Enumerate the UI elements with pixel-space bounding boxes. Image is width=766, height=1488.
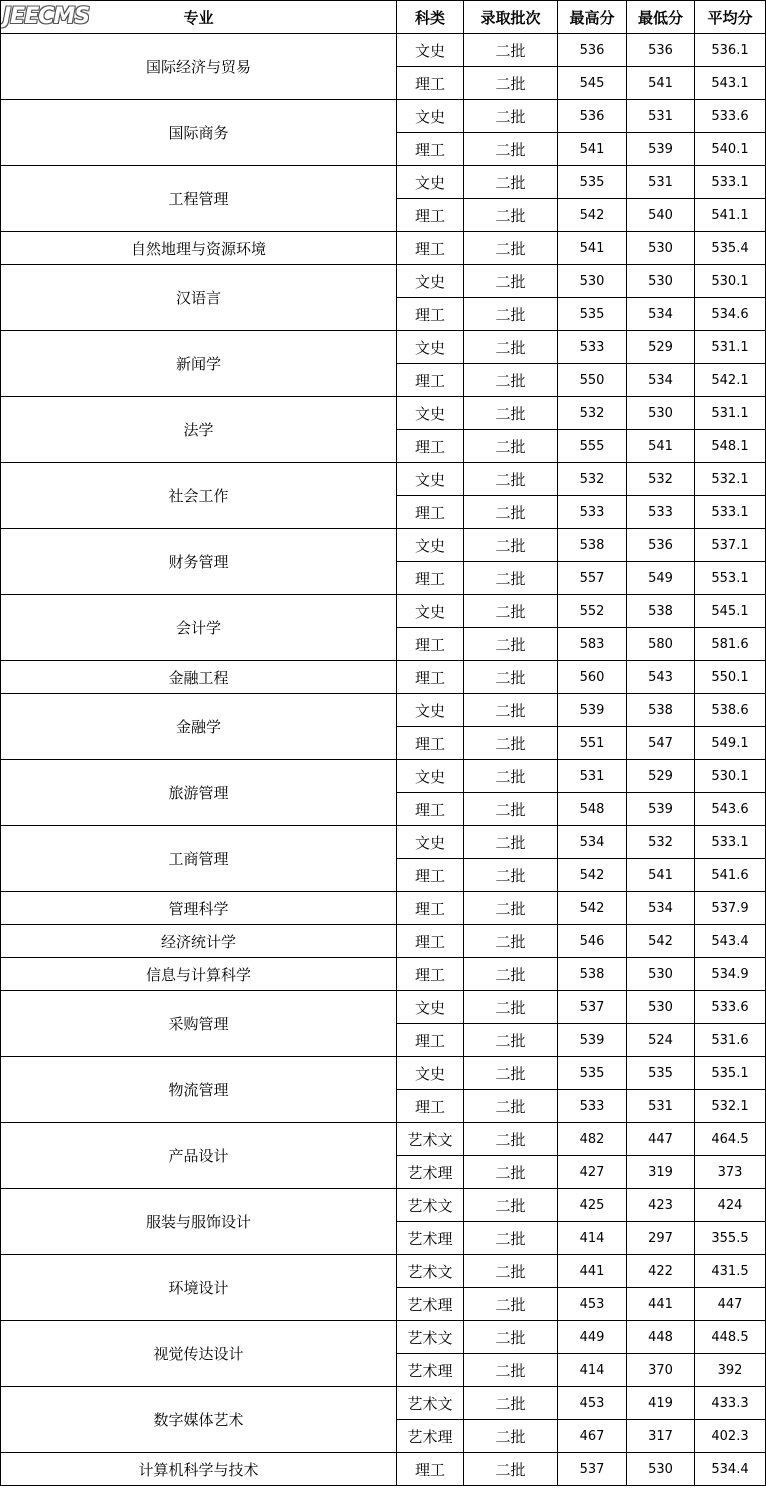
category-cell: 文史	[397, 694, 464, 727]
avg-score-cell: 392	[695, 1354, 766, 1387]
avg-score-cell: 355.5	[695, 1222, 766, 1255]
batch-cell: 二批	[464, 1255, 558, 1288]
min-score-cell: 530	[627, 397, 695, 430]
category-cell: 艺术文	[397, 1255, 464, 1288]
category-cell: 理工	[397, 199, 464, 232]
major-cell: 服装与服饰设计	[1, 1189, 397, 1255]
max-score-cell: 535	[558, 298, 627, 331]
max-score-cell: 536	[558, 100, 627, 133]
batch-cell: 二批	[464, 133, 558, 166]
batch-cell: 二批	[464, 727, 558, 760]
min-score-cell: 532	[627, 463, 695, 496]
batch-cell: 二批	[464, 892, 558, 925]
max-score-cell: 453	[558, 1288, 627, 1321]
batch-cell: 二批	[464, 661, 558, 694]
batch-cell: 二批	[464, 199, 558, 232]
category-cell: 艺术理	[397, 1420, 464, 1453]
avg-score-cell: 545.1	[695, 595, 766, 628]
min-score-cell: 319	[627, 1156, 695, 1189]
category-cell: 理工	[397, 925, 464, 958]
major-cell: 计算机科学与技术	[1, 1453, 397, 1486]
avg-score-cell: 373	[695, 1156, 766, 1189]
avg-score-cell: 541.1	[695, 199, 766, 232]
batch-cell: 二批	[464, 760, 558, 793]
batch-cell: 二批	[464, 1453, 558, 1486]
category-cell: 理工	[397, 1090, 464, 1123]
max-score-cell: 541	[558, 133, 627, 166]
min-score-cell: 524	[627, 1024, 695, 1057]
avg-score-cell: 542.1	[695, 364, 766, 397]
max-score-cell: 414	[558, 1222, 627, 1255]
table-row	[1, 166, 766, 199]
category-cell: 理工	[397, 133, 464, 166]
avg-score-cell: 431.5	[695, 1255, 766, 1288]
max-score-cell: 583	[558, 628, 627, 661]
avg-score-cell: 424	[695, 1189, 766, 1222]
table-row	[1, 892, 766, 925]
avg-score-cell: 433.3	[695, 1387, 766, 1420]
category-cell: 文史	[397, 826, 464, 859]
avg-score-cell: 537.9	[695, 892, 766, 925]
major-cell: 社会工作	[1, 463, 397, 529]
batch-cell: 二批	[464, 595, 558, 628]
avg-score-cell: 537.1	[695, 529, 766, 562]
min-score-cell: 447	[627, 1123, 695, 1156]
max-score-cell: 414	[558, 1354, 627, 1387]
header-row	[1, 1, 766, 34]
avg-score-cell: 464.5	[695, 1123, 766, 1156]
min-score-cell: 530	[627, 232, 695, 265]
table-row	[1, 529, 766, 562]
table-body	[1, 34, 766, 1486]
major-cell: 汉语言	[1, 265, 397, 331]
category-cell: 文史	[397, 529, 464, 562]
batch-cell: 二批	[464, 67, 558, 100]
avg-score-cell: 531.1	[695, 331, 766, 364]
batch-cell: 二批	[464, 364, 558, 397]
category-cell: 文史	[397, 397, 464, 430]
batch-cell: 二批	[464, 793, 558, 826]
table-row	[1, 1189, 766, 1222]
category-cell: 文史	[397, 265, 464, 298]
table-row	[1, 760, 766, 793]
header-max: 最高分	[558, 1, 627, 34]
major-cell: 金融工程	[1, 661, 397, 694]
max-score-cell: 539	[558, 1024, 627, 1057]
avg-score-cell: 541.6	[695, 859, 766, 892]
major-cell: 数字媒体艺术	[1, 1387, 397, 1453]
table-row	[1, 661, 766, 694]
major-cell: 信息与计算科学	[1, 958, 397, 991]
avg-score-cell: 550.1	[695, 661, 766, 694]
header-major-label: 专业	[183, 8, 214, 27]
min-score-cell: 538	[627, 694, 695, 727]
min-score-cell: 539	[627, 793, 695, 826]
batch-cell: 二批	[464, 397, 558, 430]
major-cell: 金融学	[1, 694, 397, 760]
batch-cell: 二批	[464, 991, 558, 1024]
avg-score-cell: 531.1	[695, 397, 766, 430]
category-cell: 艺术文	[397, 1387, 464, 1420]
category-cell: 文史	[397, 331, 464, 364]
min-score-cell: 448	[627, 1321, 695, 1354]
max-score-cell: 536	[558, 34, 627, 67]
min-score-cell: 529	[627, 760, 695, 793]
table-row	[1, 595, 766, 628]
max-score-cell: 550	[558, 364, 627, 397]
max-score-cell: 541	[558, 232, 627, 265]
category-cell: 文史	[397, 595, 464, 628]
min-score-cell: 423	[627, 1189, 695, 1222]
avg-score-cell: 536.1	[695, 34, 766, 67]
batch-cell: 二批	[464, 265, 558, 298]
category-cell: 理工	[397, 430, 464, 463]
avg-score-cell: 535.1	[695, 1057, 766, 1090]
major-cell: 采购管理	[1, 991, 397, 1057]
avg-score-cell: 530.1	[695, 265, 766, 298]
min-score-cell: 531	[627, 1090, 695, 1123]
category-cell: 文史	[397, 991, 464, 1024]
table-row	[1, 463, 766, 496]
avg-score-cell: 533.1	[695, 496, 766, 529]
category-cell: 理工	[397, 1453, 464, 1486]
avg-score-cell: 532.1	[695, 1090, 766, 1123]
major-cell: 环境设计	[1, 1255, 397, 1321]
batch-cell: 二批	[464, 331, 558, 364]
avg-score-cell: 534.6	[695, 298, 766, 331]
min-score-cell: 541	[627, 430, 695, 463]
category-cell: 艺术理	[397, 1354, 464, 1387]
max-score-cell: 532	[558, 463, 627, 496]
table-row	[1, 331, 766, 364]
batch-cell: 二批	[464, 529, 558, 562]
min-score-cell: 542	[627, 925, 695, 958]
category-cell: 艺术理	[397, 1222, 464, 1255]
avg-score-cell: 534.9	[695, 958, 766, 991]
category-cell: 理工	[397, 1024, 464, 1057]
batch-cell: 二批	[464, 562, 558, 595]
batch-cell: 二批	[464, 1057, 558, 1090]
max-score-cell: 535	[558, 1057, 627, 1090]
batch-cell: 二批	[464, 496, 558, 529]
batch-cell: 二批	[464, 166, 558, 199]
max-score-cell: 538	[558, 529, 627, 562]
category-cell: 理工	[397, 364, 464, 397]
header-batch: 录取批次	[464, 1, 558, 34]
category-cell: 理工	[397, 67, 464, 100]
avg-score-cell: 534.4	[695, 1453, 766, 1486]
min-score-cell: 534	[627, 364, 695, 397]
major-cell: 自然地理与资源环境	[1, 232, 397, 265]
batch-cell: 二批	[464, 298, 558, 331]
major-cell: 国际经济与贸易	[1, 34, 397, 100]
table-row	[1, 694, 766, 727]
category-cell: 艺术理	[397, 1288, 464, 1321]
min-score-cell: 536	[627, 529, 695, 562]
major-cell: 法学	[1, 397, 397, 463]
batch-cell: 二批	[464, 1222, 558, 1255]
min-score-cell: 534	[627, 892, 695, 925]
batch-cell: 二批	[464, 232, 558, 265]
batch-cell: 二批	[464, 1189, 558, 1222]
max-score-cell: 441	[558, 1255, 627, 1288]
min-score-cell: 422	[627, 1255, 695, 1288]
category-cell: 文史	[397, 1057, 464, 1090]
max-score-cell: 537	[558, 1453, 627, 1486]
batch-cell: 二批	[464, 1288, 558, 1321]
max-score-cell: 482	[558, 1123, 627, 1156]
jeecms-logo: JEECMS	[3, 4, 90, 29]
max-score-cell: 535	[558, 166, 627, 199]
category-cell: 理工	[397, 958, 464, 991]
table-row	[1, 958, 766, 991]
min-score-cell: 541	[627, 859, 695, 892]
category-cell: 文史	[397, 463, 464, 496]
major-cell: 新闻学	[1, 331, 397, 397]
table-row	[1, 1057, 766, 1090]
max-score-cell: 530	[558, 265, 627, 298]
max-score-cell: 427	[558, 1156, 627, 1189]
min-score-cell: 536	[627, 34, 695, 67]
batch-cell: 二批	[464, 1090, 558, 1123]
table-row	[1, 925, 766, 958]
max-score-cell: 551	[558, 727, 627, 760]
table-row	[1, 265, 766, 298]
table-row	[1, 34, 766, 67]
category-cell: 理工	[397, 298, 464, 331]
batch-cell: 二批	[464, 694, 558, 727]
max-score-cell: 552	[558, 595, 627, 628]
batch-cell: 二批	[464, 925, 558, 958]
header-category: 科类	[397, 1, 464, 34]
batch-cell: 二批	[464, 1354, 558, 1387]
major-cell: 会计学	[1, 595, 397, 661]
batch-cell: 二批	[464, 430, 558, 463]
table-row	[1, 232, 766, 265]
max-score-cell: 533	[558, 1090, 627, 1123]
batch-cell: 二批	[464, 463, 558, 496]
avg-score-cell: 581.6	[695, 628, 766, 661]
max-score-cell: 545	[558, 67, 627, 100]
major-cell: 旅游管理	[1, 760, 397, 826]
category-cell: 理工	[397, 562, 464, 595]
category-cell: 艺术文	[397, 1321, 464, 1354]
max-score-cell: 557	[558, 562, 627, 595]
min-score-cell: 419	[627, 1387, 695, 1420]
min-score-cell: 531	[627, 166, 695, 199]
max-score-cell: 537	[558, 991, 627, 1024]
avg-score-cell: 402.3	[695, 1420, 766, 1453]
max-score-cell: 555	[558, 430, 627, 463]
min-score-cell: 530	[627, 958, 695, 991]
batch-cell: 二批	[464, 34, 558, 67]
table-row	[1, 1123, 766, 1156]
min-score-cell: 534	[627, 298, 695, 331]
major-cell: 国际商务	[1, 100, 397, 166]
min-score-cell: 543	[627, 661, 695, 694]
batch-cell: 二批	[464, 1156, 558, 1189]
category-cell: 理工	[397, 496, 464, 529]
min-score-cell: 441	[627, 1288, 695, 1321]
table-row	[1, 397, 766, 430]
category-cell: 理工	[397, 859, 464, 892]
max-score-cell: 533	[558, 496, 627, 529]
avg-score-cell: 448.5	[695, 1321, 766, 1354]
major-cell: 经济统计学	[1, 925, 397, 958]
min-score-cell: 580	[627, 628, 695, 661]
avg-score-cell: 538.6	[695, 694, 766, 727]
batch-cell: 二批	[464, 1420, 558, 1453]
table-row	[1, 100, 766, 133]
avg-score-cell: 548.1	[695, 430, 766, 463]
max-score-cell: 542	[558, 859, 627, 892]
min-score-cell: 317	[627, 1420, 695, 1453]
category-cell: 理工	[397, 727, 464, 760]
min-score-cell: 370	[627, 1354, 695, 1387]
batch-cell: 二批	[464, 1024, 558, 1057]
max-score-cell: 532	[558, 397, 627, 430]
avg-score-cell: 553.1	[695, 562, 766, 595]
category-cell: 理工	[397, 628, 464, 661]
max-score-cell: 548	[558, 793, 627, 826]
min-score-cell: 539	[627, 133, 695, 166]
batch-cell: 二批	[464, 1387, 558, 1420]
major-cell: 产品设计	[1, 1123, 397, 1189]
batch-cell: 二批	[464, 859, 558, 892]
min-score-cell: 541	[627, 67, 695, 100]
avg-score-cell: 533.6	[695, 991, 766, 1024]
min-score-cell: 535	[627, 1057, 695, 1090]
major-cell: 工程管理	[1, 166, 397, 232]
min-score-cell: 549	[627, 562, 695, 595]
max-score-cell: 425	[558, 1189, 627, 1222]
max-score-cell: 539	[558, 694, 627, 727]
batch-cell: 二批	[464, 826, 558, 859]
min-score-cell: 532	[627, 826, 695, 859]
avg-score-cell: 533.6	[695, 100, 766, 133]
major-cell: 管理科学	[1, 892, 397, 925]
avg-score-cell: 533.1	[695, 166, 766, 199]
max-score-cell: 467	[558, 1420, 627, 1453]
min-score-cell: 530	[627, 265, 695, 298]
category-cell: 文史	[397, 760, 464, 793]
header-major	[1, 1, 397, 34]
category-cell: 文史	[397, 34, 464, 67]
batch-cell: 二批	[464, 958, 558, 991]
table-row	[1, 826, 766, 859]
major-cell: 工商管理	[1, 826, 397, 892]
category-cell: 艺术理	[397, 1156, 464, 1189]
category-cell: 艺术文	[397, 1123, 464, 1156]
category-cell: 文史	[397, 166, 464, 199]
min-score-cell: 531	[627, 100, 695, 133]
batch-cell: 二批	[464, 1321, 558, 1354]
batch-cell: 二批	[464, 628, 558, 661]
category-cell: 理工	[397, 232, 464, 265]
table-row	[1, 1387, 766, 1420]
avg-score-cell: 533.1	[695, 826, 766, 859]
max-score-cell: 542	[558, 199, 627, 232]
min-score-cell: 529	[627, 331, 695, 364]
major-cell: 财务管理	[1, 529, 397, 595]
max-score-cell: 546	[558, 925, 627, 958]
major-cell: 视觉传达设计	[1, 1321, 397, 1387]
category-cell: 理工	[397, 793, 464, 826]
max-score-cell: 534	[558, 826, 627, 859]
header-min: 最低分	[627, 1, 695, 34]
header-avg: 平均分	[695, 1, 766, 34]
avg-score-cell: 543.6	[695, 793, 766, 826]
avg-score-cell: 530.1	[695, 760, 766, 793]
table-row	[1, 1453, 766, 1486]
max-score-cell: 449	[558, 1321, 627, 1354]
avg-score-cell: 543.1	[695, 67, 766, 100]
category-cell: 艺术文	[397, 1189, 464, 1222]
min-score-cell: 530	[627, 1453, 695, 1486]
max-score-cell: 538	[558, 958, 627, 991]
max-score-cell: 533	[558, 331, 627, 364]
avg-score-cell: 532.1	[695, 463, 766, 496]
category-cell: 理工	[397, 892, 464, 925]
min-score-cell: 538	[627, 595, 695, 628]
min-score-cell: 297	[627, 1222, 695, 1255]
table-row	[1, 1255, 766, 1288]
batch-cell: 二批	[464, 1123, 558, 1156]
max-score-cell: 560	[558, 661, 627, 694]
avg-score-cell: 543.4	[695, 925, 766, 958]
max-score-cell: 453	[558, 1387, 627, 1420]
avg-score-cell: 535.4	[695, 232, 766, 265]
avg-score-cell: 540.1	[695, 133, 766, 166]
category-cell: 理工	[397, 661, 464, 694]
table-row	[1, 991, 766, 1024]
major-cell: 物流管理	[1, 1057, 397, 1123]
min-score-cell: 533	[627, 496, 695, 529]
avg-score-cell: 531.6	[695, 1024, 766, 1057]
max-score-cell: 531	[558, 760, 627, 793]
table-row	[1, 1321, 766, 1354]
min-score-cell: 530	[627, 991, 695, 1024]
max-score-cell: 542	[558, 892, 627, 925]
min-score-cell: 547	[627, 727, 695, 760]
avg-score-cell: 549.1	[695, 727, 766, 760]
category-cell: 文史	[397, 100, 464, 133]
min-score-cell: 540	[627, 199, 695, 232]
avg-score-cell: 447	[695, 1288, 766, 1321]
batch-cell: 二批	[464, 100, 558, 133]
